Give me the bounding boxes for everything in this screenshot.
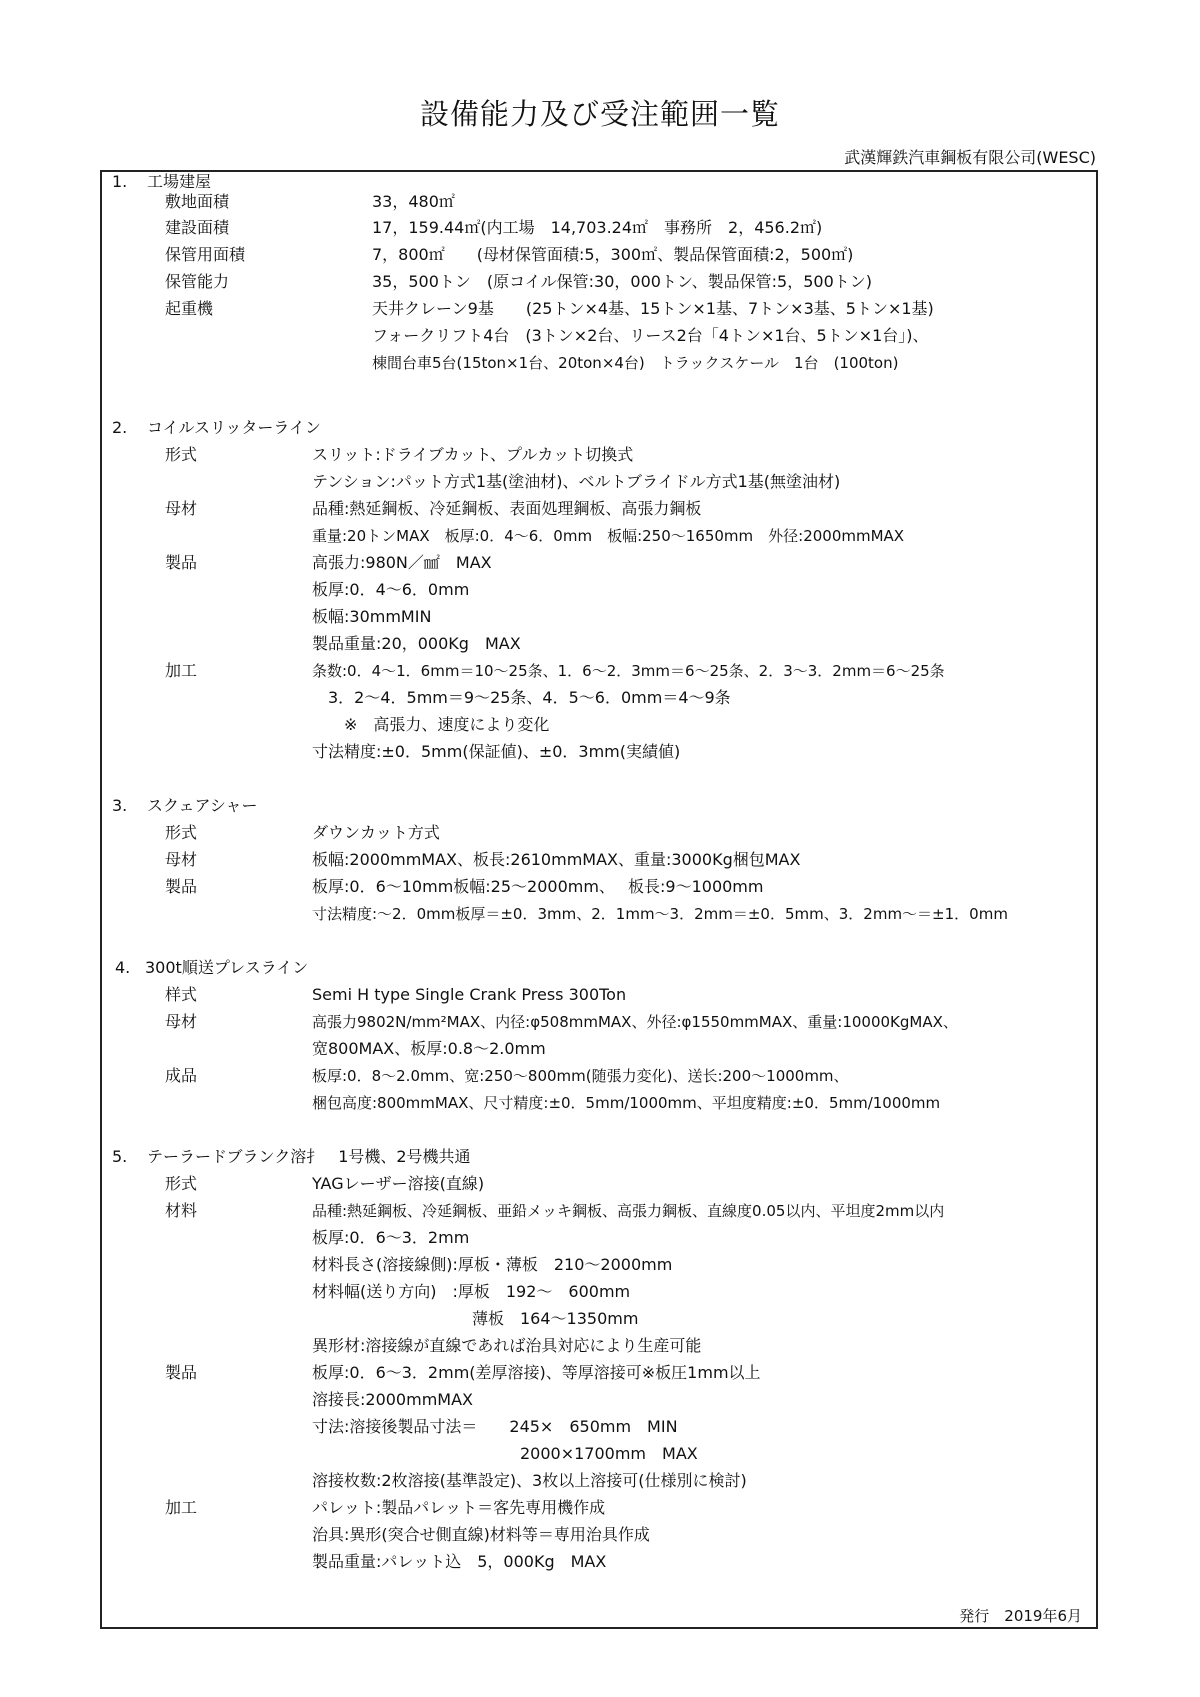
row-value: 35，500トン (原コイル保管:30，000トン、製品保管:5，500トン) — [372, 272, 873, 291]
row-label: 母材 — [165, 499, 198, 518]
row-value: YAGレーザー溶接(直線) — [312, 1174, 485, 1193]
row-label: 保管能力 — [165, 272, 230, 291]
row-value: 異形材:溶接線が直線であれば治具対応により生産可能 — [312, 1336, 702, 1355]
row-value: 条数:0．4～1．6mm＝10～25条、1．6～2．3mm＝6～25条、2．3～3．2mm＝6～25条 — [312, 662, 945, 680]
row-value: 3．2～4．5mm＝9～25条、4．5～6．0mm＝4～9条 — [312, 688, 731, 707]
row-value: 寸法:溶接後製品寸法＝ 245× 650mm MIN — [312, 1417, 678, 1436]
section-heading: コイルスリッターライン — [147, 418, 321, 437]
row-label: 母材 — [165, 1012, 198, 1031]
section-number: 5. — [112, 1147, 128, 1166]
row-value: 重量:20トンMAX 板厚:0．4～6．0mm 板幅:250～1650mm 外径:2000mmMAX — [312, 527, 905, 545]
row-value: 高張力9802N/mm²MAX、内径:φ508mmMAX、外径:φ1550mmMAX、重量:10000KgMAX、 — [312, 1013, 958, 1031]
section-heading: 工場建屋 — [147, 172, 212, 191]
row-value: 板厚:0．6～3．2mm — [312, 1228, 470, 1247]
content-frame — [100, 170, 1098, 1629]
row-label: 起重機 — [165, 299, 214, 318]
row-value: テンション:パット方式1基(塗油材)、ベルトブライドル方式1基(無塗油材) — [312, 472, 841, 491]
row-label: 保管用面積 — [165, 245, 246, 264]
row-value: パレット:製品パレット＝客先専用機作成 — [312, 1498, 606, 1517]
row-value: 材料幅(送り方向) :厚板 192～ 600mm — [312, 1282, 631, 1301]
row-label: 敷地面積 — [165, 192, 230, 211]
row-value: 寸法精度:±0．5mm(保証値)、±0．3mm(実績値) — [312, 742, 681, 761]
row-value: 品種:熱延鋼板、冷延鋼板、表面処理鋼板、高張力鋼板 — [312, 499, 702, 518]
row-value: 7，800㎡ (母材保管面積:5，300㎡、製品保管面積:2，500㎡) — [372, 245, 854, 264]
row-label: 母材 — [165, 850, 198, 869]
section-number: 3. — [112, 796, 128, 815]
row-value: 板幅:30mmMIN — [312, 607, 432, 626]
row-value: 品種:熱延鋼板、冷延鋼板、亜鉛メッキ鋼板、高張力鋼板、直線度0.05以内、平坦度2mm以内 — [312, 1202, 945, 1220]
row-label: 建設面積 — [165, 218, 230, 237]
row-value: 材料長さ(溶接線側):厚板・薄板 210～2000mm — [312, 1255, 673, 1274]
row-label: 加工 — [165, 1498, 198, 1517]
row-value: 治具:異形(突合せ側直線)材料等＝専用治具作成 — [312, 1525, 650, 1544]
row-value: 宽800MAX、板厚:0.8～2.0mm — [312, 1039, 546, 1058]
row-value: 板厚:0．8～2.0mm、宽:250～800mm(随張力変化)、送长:200～1000mm、 — [312, 1067, 849, 1085]
row-label: 样式 — [165, 985, 198, 1004]
row-label: 製品 — [165, 553, 198, 572]
row-value: 板厚:0．6～3．2mm(差厚溶接)、等厚溶接可※板圧1mm以上 — [312, 1363, 761, 1382]
row-label: 形式 — [165, 445, 198, 464]
row-value: スリット:ドライブカット、プルカット切換式 — [312, 445, 634, 464]
row-value: Semi H type Single Crank Press 300Ton — [312, 985, 627, 1004]
row-value: 製品重量:パレット込 5，000Kg MAX — [312, 1552, 607, 1571]
row-label: 製品 — [165, 877, 198, 896]
row-value: 高張力:980N／㎟ MAX — [312, 553, 492, 572]
section-number: 4. — [115, 958, 131, 977]
row-label: 材料 — [165, 1201, 198, 1220]
row-value: 33，480㎡ — [372, 192, 455, 211]
row-value: ※ 高張力、速度により変化 — [312, 715, 550, 734]
row-value: 薄板 164～1350mm — [312, 1309, 639, 1328]
row-value: 板厚:0．4～6．0mm — [312, 580, 470, 599]
row-value: 梱包高度:800mmMAX、尺寸精度:±0．5mm/1000mm、平坦度精度:±0．5mm/1000mm — [312, 1094, 941, 1112]
row-label: 形式 — [165, 1174, 198, 1193]
row-value: 板幅:2000mmMAX、板長:2610mmMAX、重量:3000Kg梱包MAX — [312, 850, 801, 869]
section-heading: スクェアシャー — [147, 796, 258, 815]
section-number: 1. — [112, 172, 128, 191]
section-heading: テーラードブランク溶扌 1号機、2号機共通 — [147, 1147, 471, 1166]
row-value: 板厚:0．6～10mm板幅:25～2000mm、 板長:9～1000mm — [312, 877, 764, 896]
row-value: 寸法精度:～2．0mm板厚＝±0．3mm、2．1mm～3．2mm＝±0．5mm、3．2mm～＝±1．0mm — [312, 905, 1008, 923]
row-value: 17，159.44㎡(内工場 14,703.24㎡ 事務所 2，456.2㎡) — [372, 218, 823, 237]
row-value: 2000×1700mm MAX — [312, 1444, 698, 1463]
row-value: 製品重量:20，000Kg MAX — [312, 634, 521, 653]
row-value: フォークリフト4台 (3トン×2台、リース2台「4トン×1台、5トン×1台」)、 — [372, 326, 929, 345]
section-number: 2. — [112, 418, 128, 437]
issue-date: 発行 2019年6月 — [959, 1607, 1082, 1625]
section-heading: 300t順送プレスライン — [145, 958, 309, 977]
row-label: 形式 — [165, 823, 198, 842]
company-name: 武漢輝鉄汽車鋼板有限公司(WESC) — [844, 148, 1096, 167]
row-value: 棟間台車5台(15ton×1台、20ton×4台) トラックスケール 1台 (100ton) — [372, 354, 899, 372]
row-value: ダウンカット方式 — [312, 823, 440, 842]
row-label: 加工 — [165, 661, 198, 680]
row-label: 製品 — [165, 1363, 198, 1382]
row-label: 成品 — [165, 1066, 198, 1085]
row-value: 溶接長:2000mmMAX — [312, 1390, 473, 1409]
row-value: 天井クレーン9基 (25トン×4基、15トン×1基、7トン×3基、5トン×1基) — [372, 299, 934, 318]
document-title: 設備能力及び受注範囲一覧 — [419, 97, 780, 131]
row-value: 溶接枚数:2枚溶接(基準設定)、3枚以上溶接可(仕様別に検討) — [312, 1471, 747, 1490]
